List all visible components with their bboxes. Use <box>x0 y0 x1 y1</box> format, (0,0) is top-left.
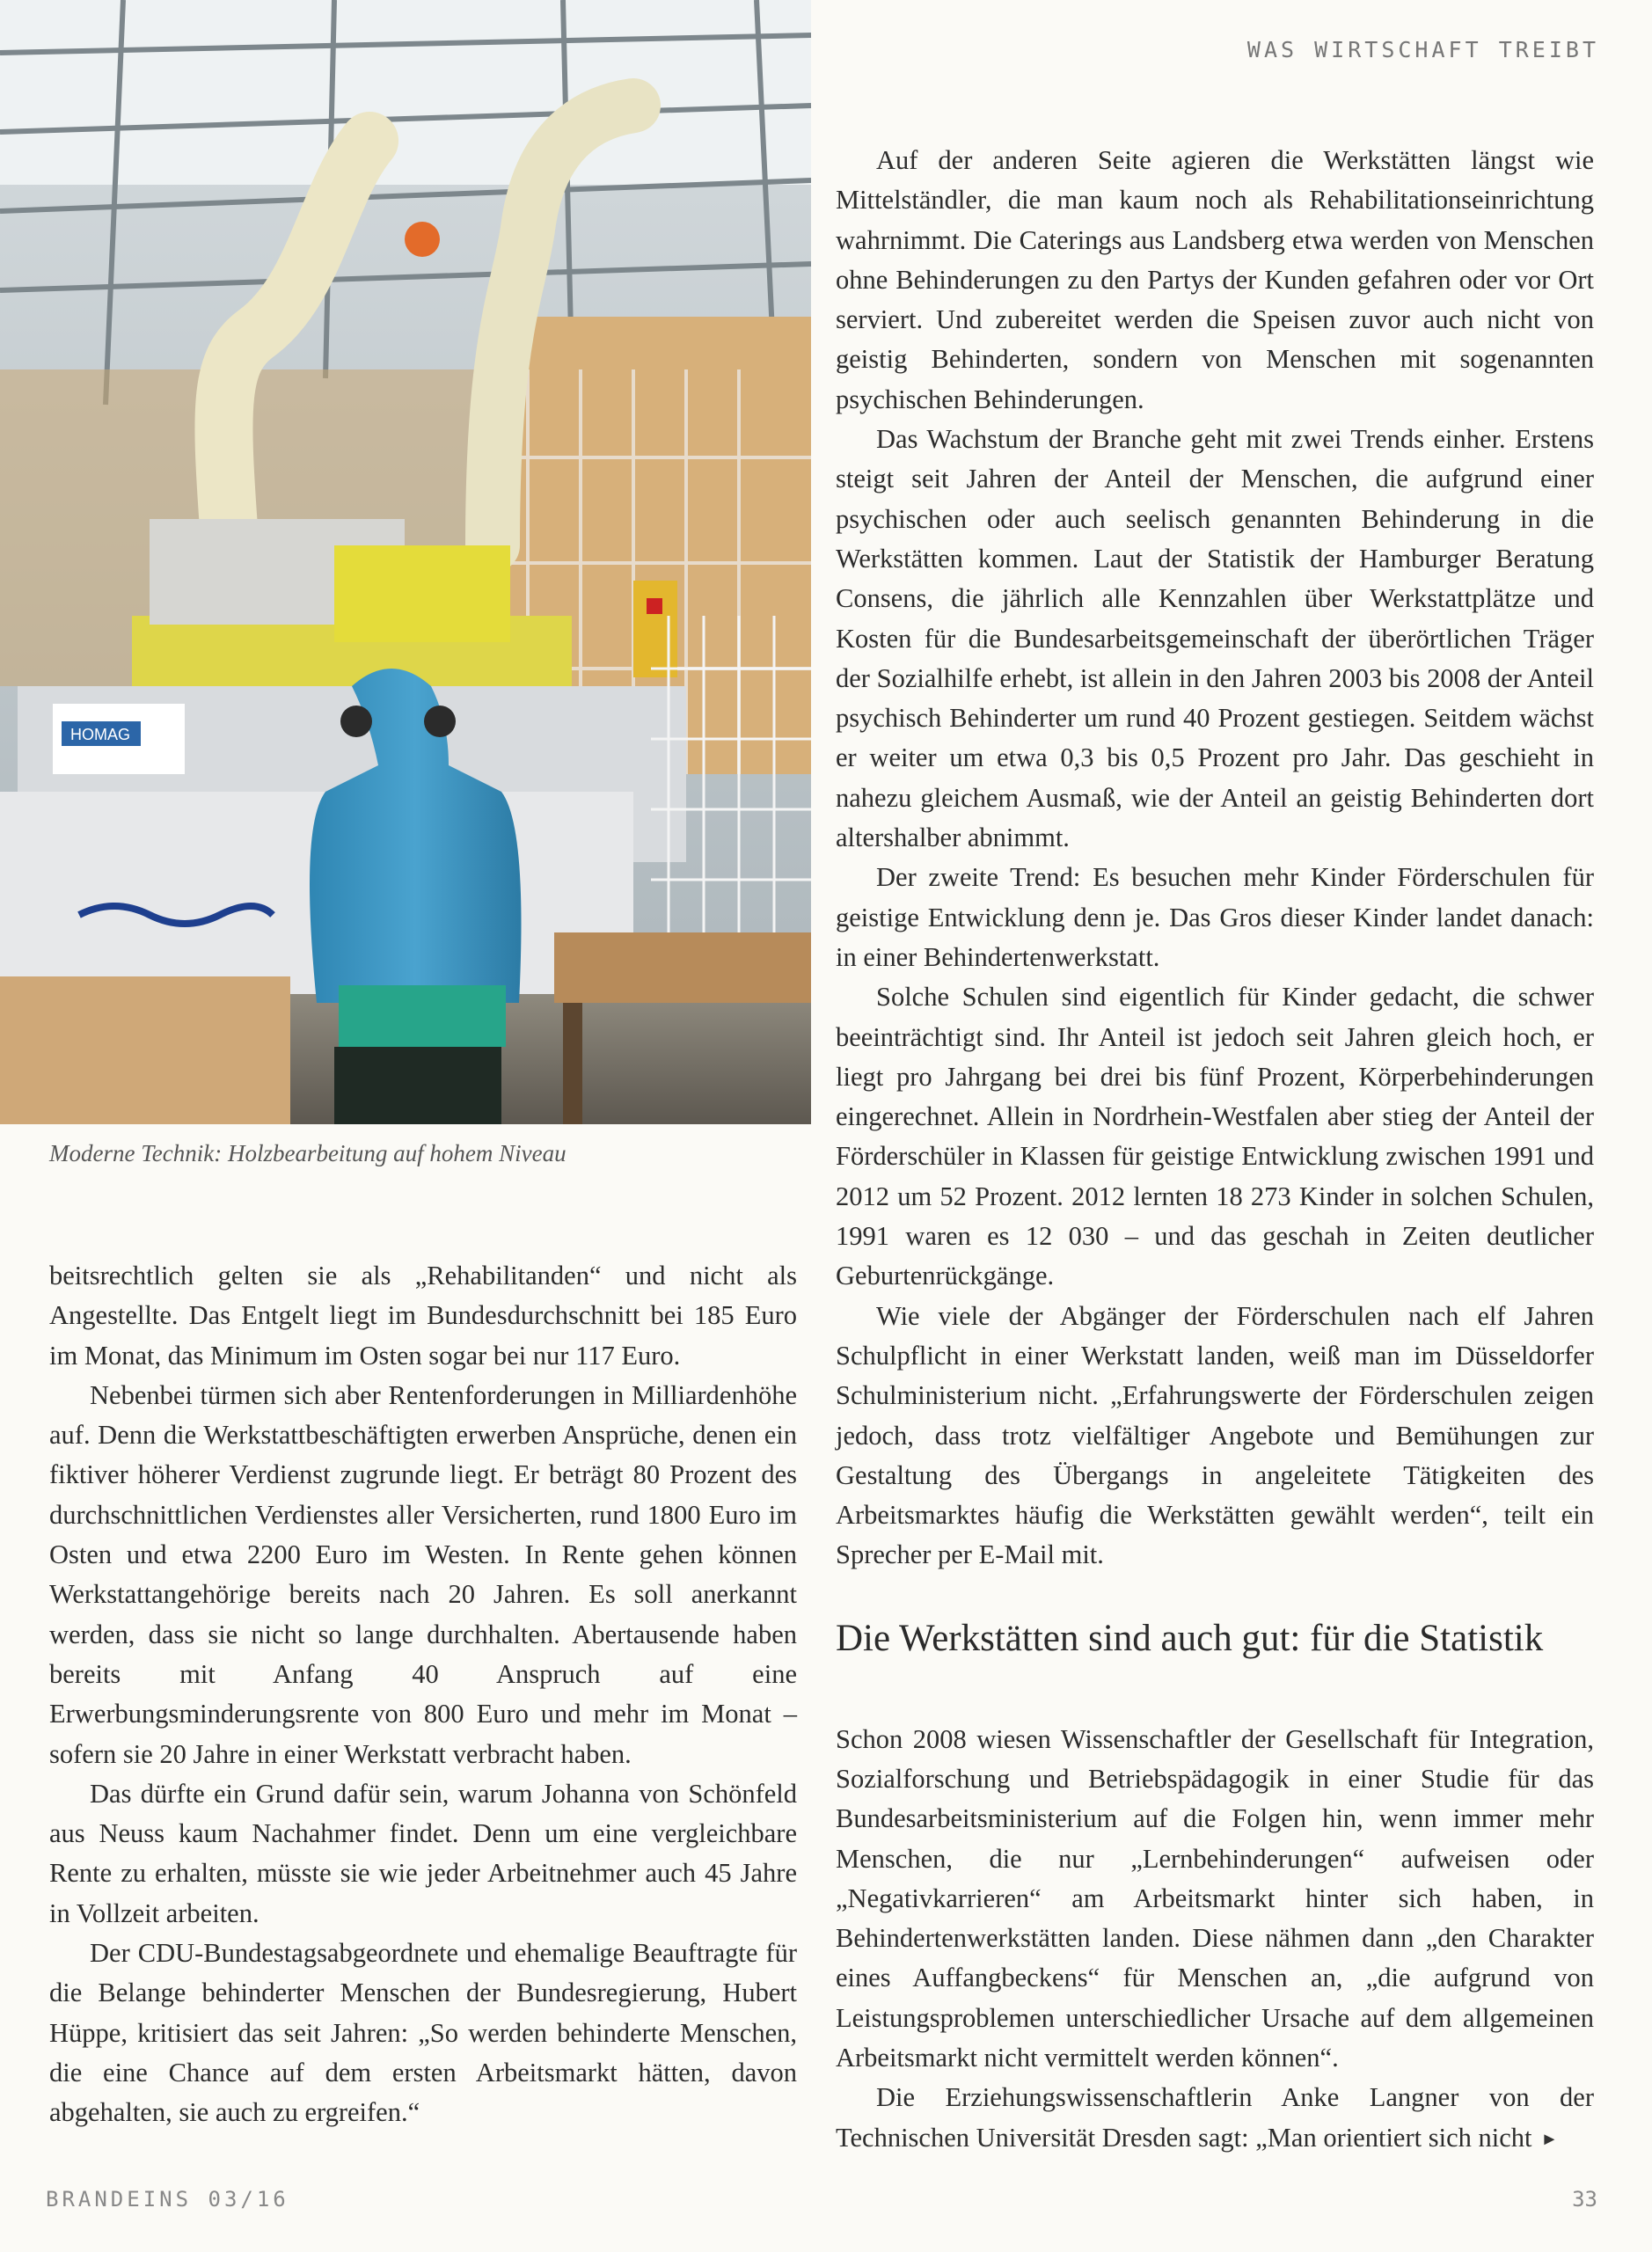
paragraph: Der CDU-Bundestagsabgeordnete und ehemalige Beauftragte für die Belange behinderter Menschen der Bundesregierung, Hubert Hüppe, kritisiert das seit Jahren: „So werden behinderte Menschen, die eine Chance auf dem ersten Arbeitsmarkt hätten, davon abgehalten, sie auch zu ergreifen.“ <box>49 1938 797 2128</box>
paragraph: Das Wachstum der Branche geht mit zwei Trends einher. Erstens steigt seit Jahren der Anteil der Menschen, die aufgrund einer psychischen oder auch seelisch genannten Behinderung in die Werkstätten kommen. Laut der Statistik der Hamburger Beratung Consens, die jährlich alle Kennzahlen über Werkstattplätze und Kosten für die Bundesarbeitsgemeinschaft der überörtlichen Träger der Sozialhilfe erhebt, ist allein in den Jahren 2003 bis 2008 der Anteil psychisch Behinderter um rund 40 Prozent gestiegen. Seitdem wächst er weiter um etwa 0,3 bis 0,5 Prozent pro Jahr. Das geschieht in nahezu gleichem Ausmaß, wie der Anteil an geistig Behinderten dort altershalber abnimmt. <box>836 424 1594 853</box>
paragraph: Auf der anderen Seite agieren die Werkstätten längst wie Mittelständler, die man kaum noch als Rehabilitationseinrichtung wahrnimmt. Die Caterings aus Landsberg etwa werden von Menschen ohne Behinderungen zu den Partys der Kunden gefahren oder vor Ort serviert. Und zubereitet werden die Speisen zuvor auch nicht von geistig Behinderten, sondern von Menschen mit sogenannten psychischen Behinderungen. <box>836 145 1594 414</box>
section-label: WAS WIRTSCHAFT TREIBT <box>1246 37 1599 62</box>
magazine-issue: BRANDEINS 03/16 <box>46 2187 289 2212</box>
paragraph: beitsrechtlich gelten sie als „Rehabilitanden“ und nicht als Angestellte. Das Entgelt liegt im Bundesdurchschnitt bei 185 Euro im Monat, das Minimum im Osten sogar bei nur 117 Euro. <box>49 1261 797 1371</box>
paragraph: Nebenbei türmen sich aber Rentenforderungen in Milliardenhöhe auf. Denn die Werkstattbeschäftigten erwerben Ansprüche, denen ein fiktiver höherer Verdienst zugrunde liegt. Er beträgt 80 Prozent des durchschnittlichen Verdienstes aller Versicherten, rund 1800 Euro im Osten und etwa 2200 Euro im Westen. In Rente gehen können Werkstattangehörige bereits nach 20 Jahren. Es soll anerkannt werden, dass sie nicht so lange durchhalten. Abertausende haben bereits mit Anfang 40 Anspruch auf eine Erwerbungsminderungsrente von 800 Euro und mehr im Monat – sofern sie 20 Jahre in einer Werkstatt verbracht haben. <box>49 1379 797 1769</box>
paragraph: Solche Schulen sind eigentlich für Kinder gedacht, die schwer beeinträchtigt sind. Ihr Anteil ist jedoch seit Jahren gleich hoch, er liegt pro Jahrgang bei drei bis fünf Prozent, Körperbehinderungen eingerechnet. Allein in Nordrhein-Westfalen aber stieg der Anteil der Förderschüler in Klassen für geistige Entwicklung zwischen 1991 und 2012 um 52 Prozent. 2012 lernten 18 273 Kinder in solchen Schulen, 1991 waren es 12 030 – und das geschah in Zeiten deutlicher Geburtenrückgänge. <box>836 982 1594 1291</box>
article-photo <box>0 0 811 1124</box>
page-number: 33 <box>1572 2187 1597 2212</box>
continue-arrow-icon: ► <box>1540 2129 1559 2149</box>
photo-caption: Moderne Technik: Holzbearbeitung auf hohem Niveau <box>49 1140 567 1166</box>
paragraph-last-text: Die Erziehungswissenschaftlerin Anke Langner von der Technischen Universität Dresden sagt: „Man orientiert sich nicht <box>836 2082 1594 2153</box>
paragraph-last <box>836 2078 1594 2160</box>
paragraph: Wie viele der Abgänger der Förderschulen nach elf Jahren Schulpflicht in einer Werkstatt landen, weiß man im Düsseldorfer Schulministerium nicht. „Erfahrungswerte der Förderschulen zeigen jedoch, dass trotz vielfältiger Angebote und Bemühungen zur Gestaltung des Übergangs in angeleitete Tätigkeiten des Arbeitsmarktes häufig die Werkstätten gewählt werden“, teilt ein Sprecher per E-Mail mit. <box>836 1300 1594 1570</box>
left-column <box>49 1256 797 2133</box>
paragraph: Das dürfte ein Grund dafür sein, warum Johanna von Schönfeld aus Neuss kaum Nachahmer findet. Denn um eine vergleichbare Rente zu erhalten, müsste sie wie jeder Arbeitnehmer auch 45 Jahre in Vollzeit arbeiten. <box>49 1778 797 1928</box>
paragraph: Der zweite Trend: Es besuchen mehr Kinder Förderschulen für geistige Entwicklung denn je. Das Gros dieser Kinder landet danach: in einer Behindertenwerkstatt. <box>836 862 1594 972</box>
paragraph: Schon 2008 wiesen Wissenschaftler der Gesellschaft für Integration, Sozialforschung und Betriebspädagogik in einer Studie für das Bundesarbeitsministerium auf die Folgen hin, wenn immer mehr Menschen, die nur „Lernbehinderungen“ aufweisen oder „Negativkarrieren“ am Arbeitsmarkt hinter sich haben, in Behindertenwerkstätten landen. Diese nähmen dann „den Charakter eines Auffangbeckens“ für Menschen an, „die aufgrund von Leistungsproblemen unterschiedlicher Ursache auf dem allgemeinen Arbeitsmarkt nicht vermittelt werden können“. <box>836 1723 1594 2073</box>
right-column <box>836 141 1594 2160</box>
machine-brand-label: HOMAG <box>70 726 131 743</box>
subheading: Die Werkstätten sind auch gut: für die Statistik <box>836 1617 1544 1659</box>
